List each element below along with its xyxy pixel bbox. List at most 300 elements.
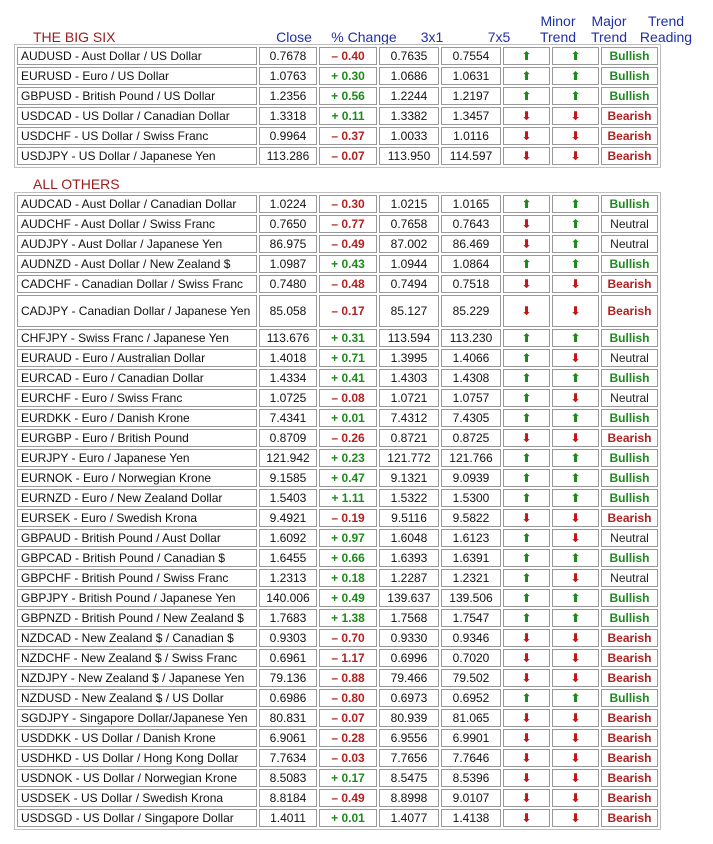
up-arrow-icon: ⬆	[570, 611, 581, 625]
table-row	[17, 589, 658, 607]
percent-change-cell: – 0.48	[319, 275, 377, 293]
down-arrow-icon: ⬇	[521, 791, 532, 805]
pair-name-cell: CHFJPY - Swiss Franc / Japanese Yen	[17, 329, 257, 347]
major-trend-cell	[552, 255, 599, 273]
close-cell: 1.0224	[259, 195, 317, 213]
close-cell: 140.006	[259, 589, 317, 607]
table-row	[17, 295, 658, 327]
major-trend-cell	[552, 235, 599, 253]
ma-3x1-cell: 0.7635	[379, 47, 439, 65]
minor-trend-cell	[503, 409, 550, 427]
percent-change-cell: + 0.18	[319, 569, 377, 587]
ma-7x5-cell: 0.6952	[441, 689, 501, 707]
table-row	[17, 389, 658, 407]
pair-name-cell: EURCAD - Euro / Canadian Dollar	[17, 369, 257, 387]
ma-3x1-cell: 1.2244	[379, 87, 439, 105]
ma-3x1-cell: 121.772	[379, 449, 439, 467]
table-row	[17, 409, 658, 427]
pair-name-cell: GBPJPY - British Pound / Japanese Yen	[17, 589, 257, 607]
up-arrow-icon: ⬆	[521, 691, 532, 705]
percent-change-cell: – 0.77	[319, 215, 377, 233]
trend-reading-cell: Bearish	[601, 275, 658, 293]
minor-trend-cell	[503, 549, 550, 567]
up-arrow-icon: ⬆	[570, 551, 581, 565]
ma-3x1-cell: 9.1321	[379, 469, 439, 487]
down-arrow-icon: ⬇	[521, 671, 532, 685]
up-arrow-icon: ⬆	[570, 691, 581, 705]
table-row	[17, 275, 658, 293]
major-trend-cell	[552, 789, 599, 807]
trend-reading-cell: Bullish	[601, 409, 658, 427]
down-arrow-icon: ⬇	[570, 303, 581, 318]
close-cell: 1.0987	[259, 255, 317, 273]
down-arrow-icon: ⬇	[570, 109, 581, 123]
percent-change-cell: + 0.56	[319, 87, 377, 105]
pair-name-cell: AUDJPY - Aust Dollar / Japanese Yen	[17, 235, 257, 253]
ma-3x1-cell: 87.002	[379, 235, 439, 253]
down-arrow-icon: ⬇	[521, 149, 532, 163]
percent-change-cell: + 0.01	[319, 409, 377, 427]
trend-reading-cell: Bearish	[601, 147, 658, 165]
percent-change-cell: – 0.28	[319, 729, 377, 747]
ma-7x5-cell: 0.7020	[441, 649, 501, 667]
trend-reading-cell: Bullish	[601, 255, 658, 273]
down-arrow-icon: ⬇	[570, 651, 581, 665]
minor-trend-cell	[503, 329, 550, 347]
table-row	[17, 255, 658, 273]
trend-reading-cell: Bearish	[601, 789, 658, 807]
pair-name-cell: USDNOK - US Dollar / Norwegian Krone	[17, 769, 257, 787]
ma-7x5-cell: 1.3457	[441, 107, 501, 125]
pair-name-cell: USDCAD - US Dollar / Canadian Dollar	[17, 107, 257, 125]
close-cell: 1.6092	[259, 529, 317, 547]
ma-3x1-cell: 0.7494	[379, 275, 439, 293]
table-row	[17, 489, 658, 507]
ma-3x1-cell: 80.939	[379, 709, 439, 727]
ma-3x1-cell: 1.0721	[379, 389, 439, 407]
pair-name-cell: USDSEK - US Dollar / Swedish Krona	[17, 789, 257, 807]
trend-reading-cell: Bearish	[601, 769, 658, 787]
percent-change-cell: – 0.07	[319, 709, 377, 727]
up-arrow-icon: ⬆	[570, 331, 581, 345]
ma-7x5-cell: 1.0116	[441, 127, 501, 145]
major-trend-cell	[552, 195, 599, 213]
down-arrow-icon: ⬇	[570, 771, 581, 785]
pair-name-cell: AUDCHF - Aust Dollar / Swiss Franc	[17, 215, 257, 233]
major-trend-cell	[552, 369, 599, 387]
ma-3x1-cell: 1.0944	[379, 255, 439, 273]
major-trend-cell	[552, 469, 599, 487]
close-cell: 113.286	[259, 147, 317, 165]
trend-reading-cell: Bearish	[601, 509, 658, 527]
down-arrow-icon: ⬇	[521, 751, 532, 765]
major-trend-cell	[552, 649, 599, 667]
table-row	[17, 709, 658, 727]
percent-change-cell: – 1.17	[319, 649, 377, 667]
pair-name-cell: EURNOK - Euro / Norwegian Krone	[17, 469, 257, 487]
table-row	[17, 107, 658, 125]
down-arrow-icon: ⬇	[521, 217, 532, 231]
close-cell: 6.9061	[259, 729, 317, 747]
percent-change-cell: – 0.80	[319, 689, 377, 707]
down-arrow-icon: ⬇	[521, 811, 532, 825]
ma-7x5-cell: 85.229	[441, 295, 501, 327]
up-arrow-icon: ⬆	[521, 411, 532, 425]
percent-change-cell: – 0.07	[319, 147, 377, 165]
pair-name-cell: USDJPY - US Dollar / Japanese Yen	[17, 147, 257, 165]
up-arrow-icon: ⬆	[570, 69, 581, 83]
pair-name-cell: CADCHF - Canadian Dollar / Swiss Franc	[17, 275, 257, 293]
percent-change-cell: – 0.70	[319, 629, 377, 647]
ma-3x1-cell: 7.4312	[379, 409, 439, 427]
minor-trend-cell	[503, 469, 550, 487]
ma-3x1-cell: 9.5116	[379, 509, 439, 527]
close-cell: 1.4011	[259, 809, 317, 827]
ma-3x1-cell: 0.9330	[379, 629, 439, 647]
up-arrow-icon: ⬆	[570, 89, 581, 103]
table-row	[17, 689, 658, 707]
column-header-bar	[0, 0, 713, 46]
major-trend-cell	[552, 709, 599, 727]
down-arrow-icon: ⬇	[521, 109, 532, 123]
close-cell: 1.6455	[259, 549, 317, 567]
ma-3x1-cell: 139.637	[379, 589, 439, 607]
ma-3x1-cell: 1.6393	[379, 549, 439, 567]
percent-change-cell: + 0.41	[319, 369, 377, 387]
pair-name-cell: AUDCAD - Aust Dollar / Canadian Dollar	[17, 195, 257, 213]
trend-reading-cell: Bullish	[601, 47, 658, 65]
column-header-major-trend: Major Trend	[590, 13, 628, 45]
ma-3x1-cell: 1.4077	[379, 809, 439, 827]
pair-name-cell: SGDJPY - Singapore Dollar/Japanese Yen	[17, 709, 257, 727]
pair-name-cell: AUDUSD - Aust Dollar / US Dollar	[17, 47, 257, 65]
up-arrow-icon: ⬆	[521, 331, 532, 345]
table-row	[17, 195, 658, 213]
down-arrow-icon: ⬇	[570, 351, 581, 365]
pair-name-cell: EURDKK - Euro / Danish Krone	[17, 409, 257, 427]
pair-name-cell: USDSGD - US Dollar / Singapore Dollar	[17, 809, 257, 827]
ma-3x1-cell: 1.4303	[379, 369, 439, 387]
column-header-trend-reading: Trend Reading	[639, 13, 693, 45]
trend-reading-cell: Neutral	[601, 569, 658, 587]
major-trend-cell	[552, 47, 599, 65]
up-arrow-icon: ⬆	[570, 217, 581, 231]
percent-change-cell: + 0.97	[319, 529, 377, 547]
close-cell: 121.942	[259, 449, 317, 467]
percent-change-cell: – 0.26	[319, 429, 377, 447]
ma-3x1-cell: 0.8721	[379, 429, 439, 447]
percent-change-cell: + 0.47	[319, 469, 377, 487]
percent-change-cell: – 0.49	[319, 235, 377, 253]
down-arrow-icon: ⬇	[521, 511, 532, 525]
pair-name-cell: GBPCHF - British Pound / Swiss Franc	[17, 569, 257, 587]
down-arrow-icon: ⬇	[570, 671, 581, 685]
down-arrow-icon: ⬇	[521, 711, 532, 725]
percent-change-cell: + 1.38	[319, 609, 377, 627]
table-row	[17, 349, 658, 367]
column-header-change: % Change	[331, 29, 397, 45]
pair-name-cell: NZDUSD - New Zealand $ / US Dollar	[17, 689, 257, 707]
down-arrow-icon: ⬇	[570, 791, 581, 805]
major-trend-cell	[552, 389, 599, 407]
trend-reading-cell: Bullish	[601, 449, 658, 467]
major-trend-cell	[552, 329, 599, 347]
major-trend-cell	[552, 107, 599, 125]
trend-reading-cell: Bullish	[601, 489, 658, 507]
pair-name-cell: NZDCAD - New Zealand $ / Canadian $	[17, 629, 257, 647]
minor-trend-cell	[503, 689, 550, 707]
minor-trend-cell	[503, 349, 550, 367]
percent-change-cell: + 0.11	[319, 107, 377, 125]
down-arrow-icon: ⬇	[521, 631, 532, 645]
table-row	[17, 529, 658, 547]
table-row	[17, 87, 658, 105]
pair-name-cell: USDHKD - US Dollar / Hong Kong Dollar	[17, 749, 257, 767]
close-cell: 113.676	[259, 329, 317, 347]
minor-trend-cell	[503, 87, 550, 105]
table-row	[17, 729, 658, 747]
close-cell: 0.6961	[259, 649, 317, 667]
minor-trend-cell	[503, 295, 550, 327]
minor-trend-cell	[503, 195, 550, 213]
trend-reading-cell: Bearish	[601, 709, 658, 727]
major-trend-cell	[552, 589, 599, 607]
down-arrow-icon: ⬇	[570, 391, 581, 405]
column-header-close: Close	[276, 29, 312, 45]
down-arrow-icon: ⬇	[570, 511, 581, 525]
table-row	[17, 509, 658, 527]
major-trend-cell	[552, 215, 599, 233]
ma-3x1-cell: 0.6996	[379, 649, 439, 667]
table-row	[17, 329, 658, 347]
trend-reading-cell: Bearish	[601, 429, 658, 447]
down-arrow-icon: ⬇	[521, 651, 532, 665]
up-arrow-icon: ⬆	[521, 491, 532, 505]
major-trend-cell	[552, 609, 599, 627]
pair-name-cell: CADJPY - Canadian Dollar / Japanese Yen	[17, 295, 257, 327]
ma-7x5-cell: 1.4138	[441, 809, 501, 827]
column-header-7x5: 7x5	[487, 29, 511, 45]
ma-7x5-cell: 1.4066	[441, 349, 501, 367]
big-six-table	[14, 44, 661, 168]
ma-7x5-cell: 1.2197	[441, 87, 501, 105]
pair-name-cell: NZDJPY - New Zealand $ / Japanese Yen	[17, 669, 257, 687]
major-trend-cell	[552, 429, 599, 447]
ma-7x5-cell: 1.0165	[441, 195, 501, 213]
up-arrow-icon: ⬆	[521, 611, 532, 625]
down-arrow-icon: ⬇	[521, 237, 532, 251]
close-cell: 1.4334	[259, 369, 317, 387]
major-trend-cell	[552, 147, 599, 165]
ma-7x5-cell: 1.0631	[441, 67, 501, 85]
minor-trend-cell	[503, 569, 550, 587]
pair-name-cell: AUDNZD - Aust Dollar / New Zealand $	[17, 255, 257, 273]
table-row	[17, 47, 658, 65]
up-arrow-icon: ⬆	[570, 371, 581, 385]
ma-7x5-cell: 1.6391	[441, 549, 501, 567]
trend-reading-cell: Bullish	[601, 589, 658, 607]
close-cell: 1.4018	[259, 349, 317, 367]
trend-reading-cell: Bullish	[601, 67, 658, 85]
pair-name-cell: GBPCAD - British Pound / Canadian $	[17, 549, 257, 567]
close-cell: 9.4921	[259, 509, 317, 527]
minor-trend-cell	[503, 769, 550, 787]
close-cell: 9.1585	[259, 469, 317, 487]
table-row	[17, 789, 658, 807]
ma-7x5-cell: 1.5300	[441, 489, 501, 507]
up-arrow-icon: ⬆	[570, 197, 581, 211]
up-arrow-icon: ⬆	[570, 591, 581, 605]
column-header-minor-trend: Minor Trend	[539, 13, 577, 45]
minor-trend-cell	[503, 369, 550, 387]
ma-7x5-cell: 113.230	[441, 329, 501, 347]
up-arrow-icon: ⬆	[521, 257, 532, 271]
table-row	[17, 549, 658, 567]
major-trend-cell	[552, 729, 599, 747]
percent-change-cell: + 0.71	[319, 349, 377, 367]
pair-name-cell: EURGBP - Euro / British Pound	[17, 429, 257, 447]
ma-7x5-cell: 9.0939	[441, 469, 501, 487]
major-trend-cell	[552, 809, 599, 827]
up-arrow-icon: ⬆	[570, 451, 581, 465]
minor-trend-cell	[503, 489, 550, 507]
table-row	[17, 609, 658, 627]
minor-trend-cell	[503, 749, 550, 767]
major-trend-cell	[552, 295, 599, 327]
table-row	[17, 127, 658, 145]
major-trend-cell	[552, 349, 599, 367]
ma-7x5-cell: 7.7646	[441, 749, 501, 767]
up-arrow-icon: ⬆	[521, 451, 532, 465]
up-arrow-icon: ⬆	[521, 571, 532, 585]
trend-reading-cell: Bearish	[601, 127, 658, 145]
percent-change-cell: + 0.49	[319, 589, 377, 607]
minor-trend-cell	[503, 809, 550, 827]
ma-3x1-cell: 79.466	[379, 669, 439, 687]
ma-7x5-cell: 6.9901	[441, 729, 501, 747]
minor-trend-cell	[503, 107, 550, 125]
up-arrow-icon: ⬆	[521, 49, 532, 63]
trend-reading-cell: Bearish	[601, 669, 658, 687]
ma-7x5-cell: 1.2321	[441, 569, 501, 587]
minor-trend-cell	[503, 47, 550, 65]
close-cell: 0.7650	[259, 215, 317, 233]
minor-trend-cell	[503, 789, 550, 807]
table-row	[17, 449, 658, 467]
close-cell: 0.6986	[259, 689, 317, 707]
major-trend-cell	[552, 669, 599, 687]
minor-trend-cell	[503, 629, 550, 647]
major-trend-cell	[552, 529, 599, 547]
major-trend-cell	[552, 629, 599, 647]
trend-reading-cell: Bearish	[601, 749, 658, 767]
table-row	[17, 769, 658, 787]
major-trend-cell	[552, 449, 599, 467]
trend-reading-cell: Bullish	[601, 195, 658, 213]
down-arrow-icon: ⬇	[570, 571, 581, 585]
percent-change-cell: – 0.88	[319, 669, 377, 687]
percent-change-cell: – 0.17	[319, 295, 377, 327]
ma-3x1-cell: 1.0215	[379, 195, 439, 213]
major-trend-cell	[552, 569, 599, 587]
up-arrow-icon: ⬆	[570, 257, 581, 271]
close-cell: 1.5403	[259, 489, 317, 507]
ma-7x5-cell: 0.7518	[441, 275, 501, 293]
up-arrow-icon: ⬆	[570, 237, 581, 251]
ma-7x5-cell: 1.0757	[441, 389, 501, 407]
minor-trend-cell	[503, 449, 550, 467]
down-arrow-icon: ⬇	[570, 277, 581, 291]
trend-reading-cell: Bullish	[601, 369, 658, 387]
percent-change-cell: + 0.43	[319, 255, 377, 273]
table-row	[17, 669, 658, 687]
major-trend-cell	[552, 549, 599, 567]
minor-trend-cell	[503, 649, 550, 667]
pair-name-cell: EURCHF - Euro / Swiss Franc	[17, 389, 257, 407]
up-arrow-icon: ⬆	[521, 551, 532, 565]
pair-name-cell: EURNZD - Euro / New Zealand Dollar	[17, 489, 257, 507]
percent-change-cell: – 0.37	[319, 127, 377, 145]
minor-trend-cell	[503, 669, 550, 687]
table-row	[17, 215, 658, 233]
ma-3x1-cell: 1.5322	[379, 489, 439, 507]
close-cell: 85.058	[259, 295, 317, 327]
minor-trend-cell	[503, 529, 550, 547]
down-arrow-icon: ⬇	[521, 277, 532, 291]
ma-3x1-cell: 1.7568	[379, 609, 439, 627]
up-arrow-icon: ⬆	[521, 69, 532, 83]
up-arrow-icon: ⬆	[521, 371, 532, 385]
down-arrow-icon: ⬇	[570, 811, 581, 825]
ma-7x5-cell: 8.5396	[441, 769, 501, 787]
ma-3x1-cell: 8.5475	[379, 769, 439, 787]
percent-change-cell: + 0.30	[319, 67, 377, 85]
down-arrow-icon: ⬇	[570, 631, 581, 645]
major-trend-cell	[552, 509, 599, 527]
percent-change-cell: – 0.03	[319, 749, 377, 767]
pair-name-cell: GBPUSD - British Pound / US Dollar	[17, 87, 257, 105]
ma-7x5-cell: 81.065	[441, 709, 501, 727]
major-trend-cell	[552, 489, 599, 507]
close-cell: 1.7683	[259, 609, 317, 627]
close-cell: 1.0725	[259, 389, 317, 407]
pair-name-cell: USDDKK - US Dollar / Danish Krone	[17, 729, 257, 747]
major-trend-cell	[552, 769, 599, 787]
down-arrow-icon: ⬇	[521, 303, 532, 318]
pair-name-cell: GBPAUD - British Pound / Aust Dollar	[17, 529, 257, 547]
down-arrow-icon: ⬇	[570, 531, 581, 545]
up-arrow-icon: ⬆	[521, 89, 532, 103]
ma-7x5-cell: 121.766	[441, 449, 501, 467]
percent-change-cell: + 0.23	[319, 449, 377, 467]
trend-reading-cell: Bullish	[601, 689, 658, 707]
close-cell: 0.9964	[259, 127, 317, 145]
minor-trend-cell	[503, 235, 550, 253]
ma-7x5-cell: 9.0107	[441, 789, 501, 807]
ma-7x5-cell: 114.597	[441, 147, 501, 165]
ma-7x5-cell: 1.0864	[441, 255, 501, 273]
ma-3x1-cell: 1.6048	[379, 529, 439, 547]
up-arrow-icon: ⬆	[521, 591, 532, 605]
major-trend-cell	[552, 409, 599, 427]
down-arrow-icon: ⬇	[521, 731, 532, 745]
trend-reading-cell: Bearish	[601, 107, 658, 125]
ma-3x1-cell: 1.2287	[379, 569, 439, 587]
minor-trend-cell	[503, 589, 550, 607]
close-cell: 80.831	[259, 709, 317, 727]
trend-reading-cell: Neutral	[601, 529, 658, 547]
down-arrow-icon: ⬇	[570, 149, 581, 163]
